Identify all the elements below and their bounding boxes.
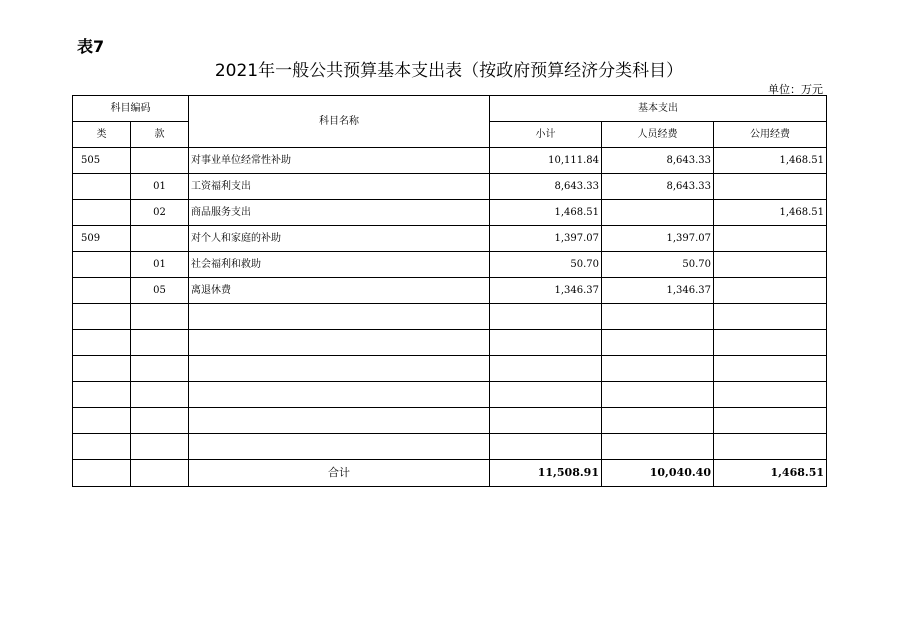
header-code-group: 科目编码 [73, 96, 189, 122]
public-cell: 1,468.51 [714, 200, 827, 226]
total-row [73, 460, 827, 487]
lei-cell [73, 408, 131, 434]
header-personnel: 人员经费 [602, 122, 714, 148]
header-public: 公用经费 [714, 122, 827, 148]
lei-cell [73, 252, 131, 278]
total-personnel: 10,040.40 [602, 460, 714, 487]
personnel-cell [602, 330, 714, 356]
table-row [73, 330, 827, 356]
lei-cell [73, 382, 131, 408]
personnel-cell [602, 408, 714, 434]
personnel-cell [602, 356, 714, 382]
lei-cell [73, 278, 131, 304]
item-name-cell [189, 330, 490, 356]
subtotal-cell: 1,346.37 [490, 278, 602, 304]
public-cell: 1,468.51 [714, 148, 827, 174]
personnel-cell: 1,346.37 [602, 278, 714, 304]
lei-cell [73, 174, 131, 200]
lei-cell [73, 304, 131, 330]
kuan-cell: 02 [131, 200, 189, 226]
header-kuan: 款 [131, 122, 189, 148]
lei-cell: 509 [73, 226, 131, 252]
personnel-cell: 50.70 [602, 252, 714, 278]
document-title: 2021年一般公共预算基本支出表（按政府预算经济分类科目） [214, 61, 684, 81]
kuan-cell [131, 304, 189, 330]
total-kuan-cell [131, 460, 189, 487]
public-cell [714, 304, 827, 330]
public-cell [714, 174, 827, 200]
subtotal-cell [490, 330, 602, 356]
lei-cell [73, 330, 131, 356]
kuan-cell [131, 356, 189, 382]
table-row [73, 200, 827, 226]
total-lei-cell [73, 460, 131, 487]
table-row [73, 356, 827, 382]
subtotal-cell [490, 434, 602, 460]
subtotal-cell [490, 408, 602, 434]
kuan-cell [131, 434, 189, 460]
personnel-cell: 8,643.33 [602, 174, 714, 200]
table-row [73, 434, 827, 460]
total-subtotal: 11,508.91 [490, 460, 602, 487]
kuan-cell: 05 [131, 278, 189, 304]
header-subtotal: 小计 [490, 122, 602, 148]
subtotal-cell [490, 356, 602, 382]
personnel-cell [602, 304, 714, 330]
public-cell [714, 408, 827, 434]
personnel-cell [602, 200, 714, 226]
personnel-cell: 8,643.33 [602, 148, 714, 174]
table-row [73, 148, 827, 174]
subtotal-cell: 10,111.84 [490, 148, 602, 174]
table-row [73, 304, 827, 330]
item-name-cell [189, 304, 490, 330]
unit-label: 单位：万元 [768, 83, 823, 96]
table-row [73, 408, 827, 434]
table-row [73, 174, 827, 200]
item-name-cell: 对事业单位经常性补助 [189, 148, 490, 174]
header-item-name: 科目名称 [189, 96, 490, 148]
public-cell [714, 356, 827, 382]
subtotal-cell [490, 382, 602, 408]
kuan-cell [131, 226, 189, 252]
personnel-cell [602, 382, 714, 408]
item-name-cell [189, 408, 490, 434]
item-name-cell: 离退休费 [189, 278, 490, 304]
personnel-cell [602, 434, 714, 460]
public-cell [714, 226, 827, 252]
item-name-cell [189, 356, 490, 382]
table-row [73, 226, 827, 252]
subtotal-cell: 8,643.33 [490, 174, 602, 200]
kuan-cell [131, 382, 189, 408]
item-name-cell: 社会福利和救助 [189, 252, 490, 278]
item-name-cell: 工资福利支出 [189, 174, 490, 200]
subtotal-cell: 50.70 [490, 252, 602, 278]
total-label: 合计 [189, 460, 490, 487]
table-row [73, 252, 827, 278]
subtotal-cell [490, 304, 602, 330]
table-body [73, 148, 827, 460]
item-name-cell: 商品服务支出 [189, 200, 490, 226]
public-cell [714, 252, 827, 278]
lei-cell: 505 [73, 148, 131, 174]
table-row [73, 382, 827, 408]
kuan-cell: 01 [131, 174, 189, 200]
item-name-cell [189, 382, 490, 408]
subtotal-cell: 1,468.51 [490, 200, 602, 226]
public-cell [714, 434, 827, 460]
kuan-cell [131, 148, 189, 174]
item-name-cell: 对个人和家庭的补助 [189, 226, 490, 252]
subtotal-cell: 1,397.07 [490, 226, 602, 252]
kuan-cell [131, 408, 189, 434]
total-public: 1,468.51 [714, 460, 827, 487]
lei-cell [73, 356, 131, 382]
item-name-cell [189, 434, 490, 460]
public-cell [714, 330, 827, 356]
header-lei: 类 [73, 122, 131, 148]
kuan-cell: 01 [131, 252, 189, 278]
kuan-cell [131, 330, 189, 356]
table-row [73, 278, 827, 304]
lei-cell [73, 434, 131, 460]
expenditure-table [72, 95, 827, 487]
public-cell [714, 278, 827, 304]
table-number: 表7 [77, 37, 105, 56]
header-basic-expenditure: 基本支出 [490, 96, 827, 122]
public-cell [714, 382, 827, 408]
lei-cell [73, 200, 131, 226]
personnel-cell: 1,397.07 [602, 226, 714, 252]
